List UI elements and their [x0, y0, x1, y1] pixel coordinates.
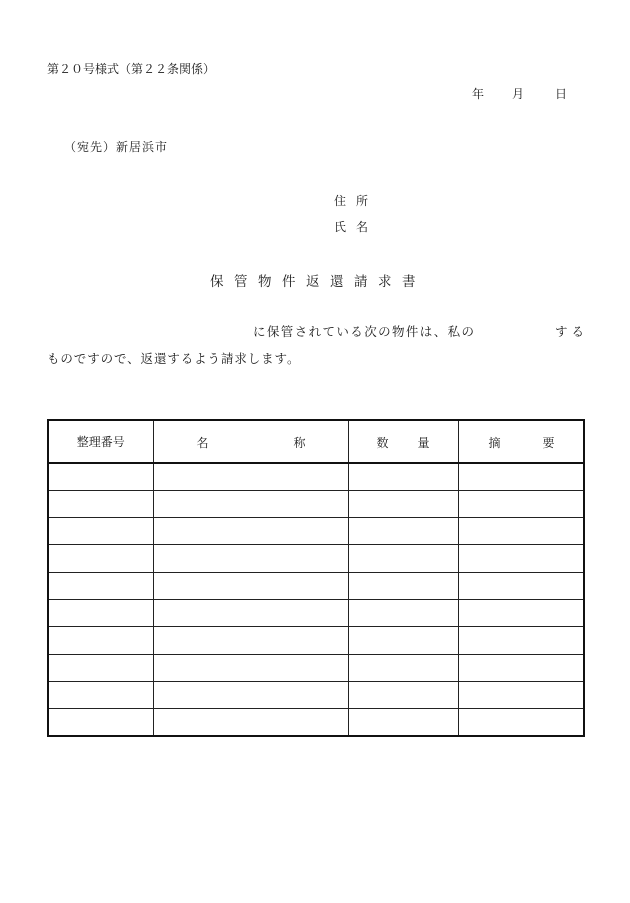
header-name-left: 名 — [196, 435, 209, 450]
table-body — [48, 463, 584, 736]
body-text-line1-part1: に保管されている次の物件は、私の — [253, 324, 476, 339]
cell-quantity — [348, 490, 458, 517]
table-row — [48, 463, 584, 490]
cell-remarks — [458, 518, 584, 545]
cell-name — [153, 599, 348, 626]
cell-quantity — [348, 545, 458, 572]
cell-remarks — [458, 599, 584, 626]
header-remarks-right: 要 — [542, 435, 555, 450]
cell-quantity — [348, 654, 458, 681]
cell-quantity — [348, 463, 458, 490]
cell-quantity — [348, 518, 458, 545]
table-header-row — [48, 420, 584, 463]
cell-name — [153, 545, 348, 572]
cell-number — [48, 572, 153, 599]
cell-name — [153, 518, 348, 545]
cell-name — [153, 572, 348, 599]
cell-name — [153, 627, 348, 654]
table-row — [48, 681, 584, 708]
body-text-line1-part2: する — [555, 324, 589, 339]
cell-quantity — [348, 572, 458, 599]
cell-number — [48, 518, 153, 545]
header-name-right: 称 — [293, 435, 306, 450]
table-row — [48, 627, 584, 654]
cell-number — [48, 709, 153, 736]
document-title: 保管物件返還請求書 — [210, 274, 426, 290]
cell-remarks — [458, 490, 584, 517]
cell-number — [48, 627, 153, 654]
cell-number — [48, 490, 153, 517]
header-number — [48, 420, 153, 463]
header-number-label: 整理番号 — [76, 435, 125, 449]
address-label: 住所 — [334, 194, 379, 208]
header-quantity — [348, 420, 458, 463]
cell-remarks — [458, 654, 584, 681]
cell-name — [153, 463, 348, 490]
cell-name — [153, 709, 348, 736]
date-year-label: 年 — [472, 87, 485, 101]
cell-quantity — [348, 681, 458, 708]
cell-name — [153, 654, 348, 681]
date-day-label: 日 — [555, 87, 568, 101]
items-table — [47, 419, 585, 737]
cell-remarks — [458, 545, 584, 572]
name-label: 氏名 — [334, 220, 379, 234]
cell-remarks — [458, 572, 584, 599]
table-row — [48, 545, 584, 572]
table-row — [48, 709, 584, 736]
header-quantity-right: 量 — [417, 435, 430, 450]
header-quantity-left: 数 — [376, 435, 389, 450]
cell-number — [48, 681, 153, 708]
table-row — [48, 599, 584, 626]
cell-remarks — [458, 627, 584, 654]
cell-number — [48, 545, 153, 572]
table-row — [48, 518, 584, 545]
cell-number — [48, 463, 153, 490]
cell-name — [153, 681, 348, 708]
date-month-label: 月 — [512, 87, 525, 101]
cell-remarks — [458, 709, 584, 736]
body-text-line2: ものですので、返還するよう請求します。 — [47, 351, 301, 366]
header-remarks — [458, 420, 584, 463]
table-row — [48, 490, 584, 517]
header-remarks-left: 摘 — [488, 435, 501, 450]
cell-number — [48, 654, 153, 681]
cell-remarks — [458, 463, 584, 490]
form-number: 第２０号様式（第２２条関係） — [47, 62, 216, 76]
cell-number — [48, 599, 153, 626]
cell-quantity — [348, 627, 458, 654]
cell-quantity — [348, 599, 458, 626]
cell-remarks — [458, 681, 584, 708]
header-name — [153, 420, 348, 463]
addressee: （宛先）新居浜市 — [64, 140, 169, 154]
table-row — [48, 654, 584, 681]
cell-name — [153, 490, 348, 517]
cell-quantity — [348, 709, 458, 736]
table-row — [48, 572, 584, 599]
